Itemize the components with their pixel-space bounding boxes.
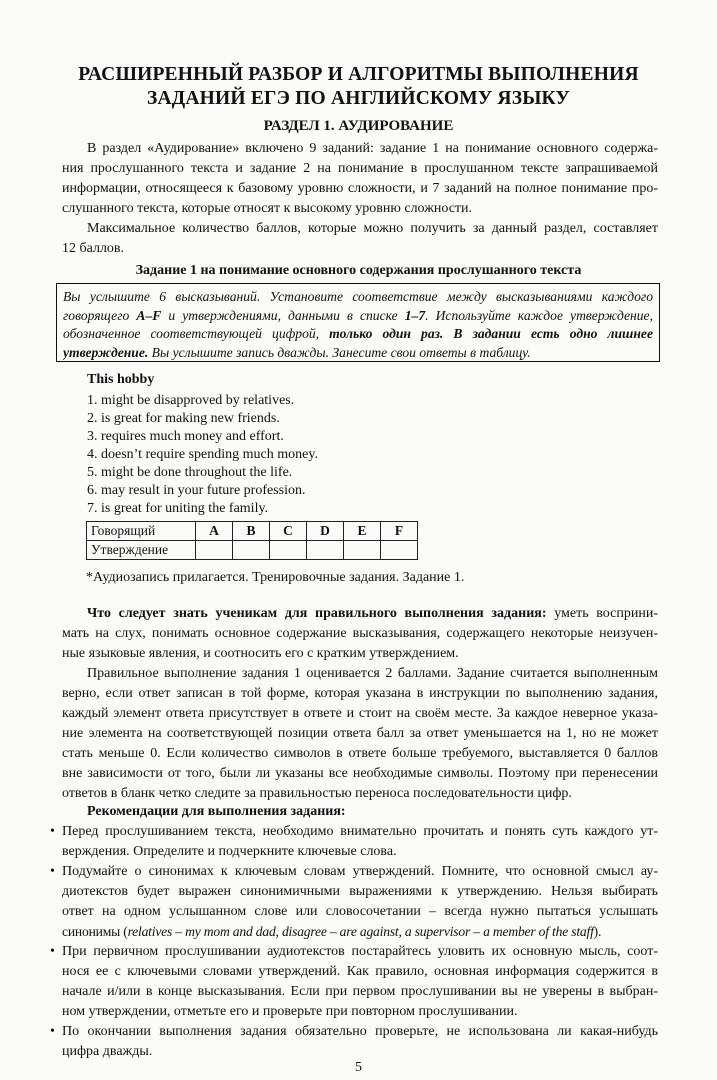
statement-option: 1. might be disapproved by relatives. <box>87 393 295 408</box>
scoring-line: ние элемента на соответствующей позиции ответа балл за ответ уменьшается на 1, но не может <box>62 726 658 741</box>
instruction-text: обозначенное соответствующей цифрой, <box>63 326 330 342</box>
synonym-examples: relatives – my mom and dad, disagree – are against, a supervisor – a member of the staff <box>127 924 594 939</box>
knowledge-line <box>62 604 658 624</box>
statements-range: 1–7 <box>404 307 426 323</box>
instruction-text: говорящего <box>63 307 137 323</box>
speaker-letter: D <box>307 522 344 541</box>
rec-line: По окончании выполнения задания обязательно проверьте, не использована ли какая-нибудь <box>62 1024 658 1039</box>
instruction-line-4 <box>63 344 653 363</box>
bullet-icon: • <box>50 824 55 839</box>
statement-option: 2. is great for making new friends. <box>87 411 280 426</box>
rec-line: Перед прослушиванием текста, необходимо внимательно прочитать и понять суть каждого ут- <box>62 824 658 839</box>
instruction-line-3 <box>63 325 653 344</box>
section-title: РАЗДЕЛ 1. АУДИРОВАНИЕ <box>263 118 454 134</box>
answer-cell[interactable] <box>381 541 418 560</box>
bullet-icon: • <box>50 864 55 879</box>
speaker-letter: F <box>381 522 418 541</box>
knowledge-text: уметь восприни- <box>546 606 658 621</box>
answer-cell[interactable] <box>270 541 307 560</box>
scoring-line: стать меньше 0. Если количество символов в ответе больше требуемого, выставляется 0 баллов <box>62 746 658 761</box>
scoring-line: каждый элемент ответа присутствует в ответе и стоит на своём месте. За каждое неверное указа- <box>62 706 658 721</box>
speaker-label: Говорящий <box>87 522 196 541</box>
knowledge-line: ные языковые явления, и соотносить его с кратким утверждением. <box>62 646 459 661</box>
scoring-line: верно, если ответ записан в той форме, которая указана в инструкции по выполнению задания, <box>62 686 658 701</box>
rec-line: нося ее с ключевыми словами утверждений. Как правило, основная информация содержится в <box>62 964 658 979</box>
instruction-text: . Используйте каждое утверждение, <box>425 307 653 323</box>
intro-line: В раздел «Аудирование» включено 9 заданий: задание 1 на понимание основного содержа- <box>87 141 658 156</box>
answer-cell[interactable] <box>233 541 270 560</box>
hobby-title: This hobby <box>87 372 155 387</box>
rec-line: ном утверждении, отметьте его и проверьте при повторном прослушивании. <box>62 1004 518 1019</box>
instruction-text: и утверждениями, данными в списке <box>161 307 405 323</box>
rec-text: ). <box>593 924 602 939</box>
intro-line: ния прослушанного текста и задание 2 на понимание в прослушанном тексте запрашиваемой <box>62 161 658 176</box>
bullet-icon: • <box>50 1024 55 1039</box>
speaker-letter: A <box>196 522 233 541</box>
audio-note: *Аудиозапись прилагается. Тренировочные задания. Задание 1. <box>86 570 465 585</box>
statement-label: Утверждение <box>87 541 196 560</box>
page-number: 5 <box>355 1060 362 1075</box>
instruction-line-2 <box>63 307 653 326</box>
rec-line <box>62 922 658 942</box>
rec-line: верждения. Определите и подчеркните ключевые слова. <box>62 844 397 859</box>
speakers-range: A–F <box>136 307 162 323</box>
rec-line: ответ на одном услышанном слове или словосочетании – всегда нужно пытаться услышать <box>62 904 658 919</box>
statement-option: 6. may result in your future profession. <box>87 483 306 498</box>
instruction-emphasis: только один раз. В задании есть одно лишнее <box>329 326 653 342</box>
intro-line: слушанного текста, которые относят к высокому уровню сложности. <box>62 201 473 216</box>
intro-line: информации, относящееся к базовому уровню сложности, и 7 заданий на полное понимание про- <box>62 181 658 196</box>
rec-line: При первичном прослушивании аудиотекстов постарайтесь уловить их основную мысль, соот- <box>62 944 658 959</box>
scoring-line: вне зависимости от того, были ли указаны все необходимые символы. Поэтому при перенесении <box>62 766 658 781</box>
scoring-line: Правильное выполнение задания 1 оценивается 2 баллами. Задание считается выполненным <box>87 666 658 681</box>
table-row <box>87 541 418 560</box>
answer-cell[interactable] <box>307 541 344 560</box>
statement-option: 5. might be done throughout the life. <box>87 465 293 480</box>
statement-option: 4. doesn’t require spending much money. <box>87 447 318 462</box>
instruction-line-1: Вы услышите 6 высказываний. Установите соответствие между высказываниями каждого <box>63 289 653 304</box>
knowledge-line: мать на слух, понимать основное содержание высказывания, содержащего некоторые неизучен- <box>62 626 658 641</box>
statement-option: 3. requires much money and effort. <box>87 429 284 444</box>
speaker-letter: B <box>233 522 270 541</box>
main-title-line-2: ЗАДАНИЙ ЕГЭ ПО АНГЛИЙСКОМУ ЯЗЫКУ <box>146 88 571 109</box>
statement-option: 7. is great for uniting the family. <box>87 501 269 516</box>
instruction-box <box>56 283 660 362</box>
answer-cell[interactable] <box>344 541 381 560</box>
answer-table <box>86 521 418 560</box>
rec-line: цифра дважды. <box>62 1044 153 1059</box>
score-line: 12 баллов. <box>62 241 125 256</box>
rec-line: начале и/или в конце высказывания. Если при первом прослушивании вы не уверены в выбран- <box>62 984 658 999</box>
speaker-letter: C <box>270 522 307 541</box>
scoring-line: ответов в бланк четко следите за правильностью переноса последовательности цифр. <box>62 786 572 801</box>
score-line: Максимальное количество баллов, которые можно получить за данный раздел, составляет <box>87 221 658 236</box>
task-heading: Задание 1 на понимание основного содержания прослушанного текста <box>135 263 582 278</box>
recommendations-title: Рекомендации для выполнения задания: <box>87 804 346 819</box>
bullet-icon: • <box>50 944 55 959</box>
main-title-line-1: РАСШИРЕННЫЙ РАЗБОР И АЛГОРИТМЫ ВЫПОЛНЕНИЯ <box>78 64 639 85</box>
speaker-letter: E <box>344 522 381 541</box>
rec-text: синонимы ( <box>62 924 128 939</box>
knowledge-heading: Что следует знать ученикам для правильного выполнения задания: <box>87 606 547 621</box>
rec-line: Подумайте о синонимах к ключевым словам утверждений. Помните, что основной смысл ау- <box>62 864 658 879</box>
answer-cell[interactable] <box>196 541 233 560</box>
rec-line: диотекстов будет выражен синонимичными выражениями к утверждению. Нельзя выбирать <box>62 884 658 899</box>
table-row <box>87 522 418 541</box>
instruction-emphasis: утверждение. <box>63 345 149 361</box>
instruction-text: Вы услышите запись дважды. Занесите свои ответы в таблицу. <box>148 345 531 361</box>
